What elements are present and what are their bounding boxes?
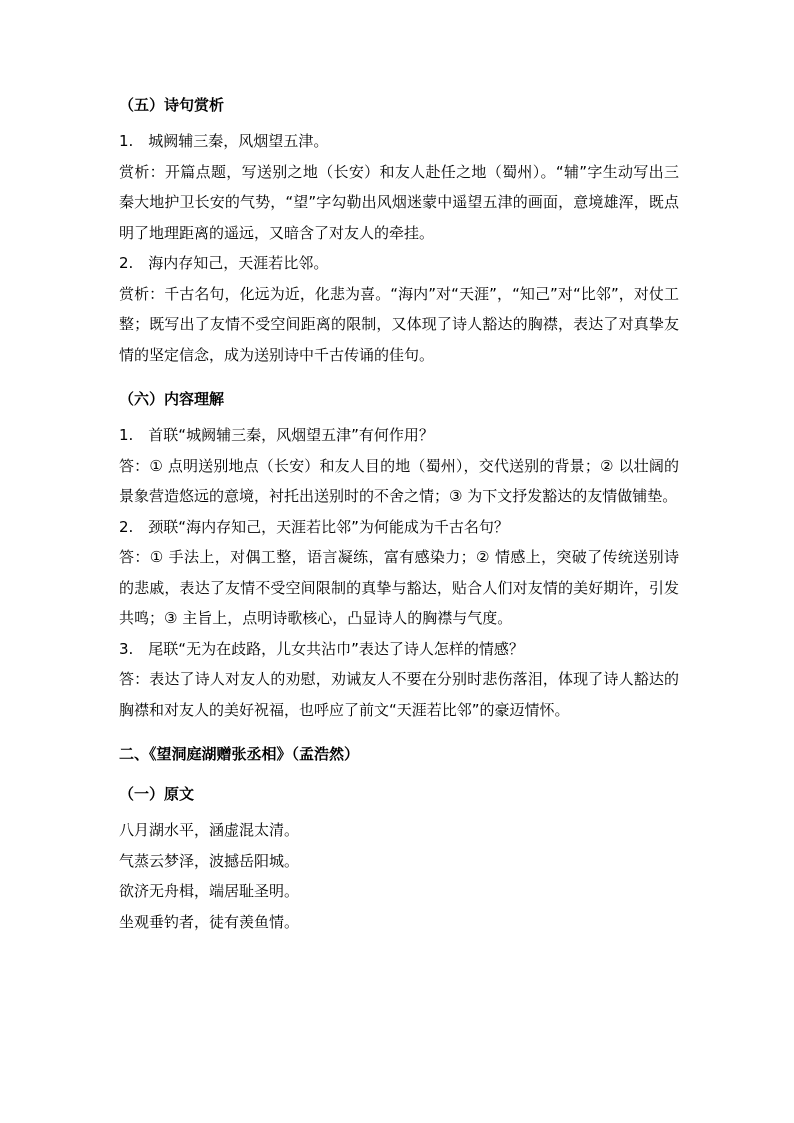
document-content: [119, 94, 679, 937]
section-heading-original-text: （一）原文: [119, 785, 195, 803]
section-heading-content-understanding: （六）内容理解: [119, 390, 225, 408]
answer-paragraph: 答：表达了诗人对友人的劝慰，劝诫友人不要在分别时悲伤落泪，体现了诗人豁达的胸襟和对友人的美好祝福，也呼应了前文“天涯若比邻”的豪迈情怀。: [119, 670, 679, 719]
answer-paragraph: 答：① 手法上，对偶工整，语言凝练，富有感染力；② 情感上，突破了传统送别诗的悲戚，表达了友情不受空间限制的真挚与豁达，贴合人们对友情的美好期许，引发共鸣；③ 主旨上，点明诗歌核心，凸显诗人的胸襟与气度。: [119, 548, 679, 627]
list-item: 1. 城阙辅三秦，风烟望五津。: [119, 132, 329, 150]
question-item: 3. 尾联“无为在歧路，儿女共沾巾”表达了诗人怎样的情感？: [119, 639, 524, 658]
list-item: 2. 海内存知己，天涯若比邻。: [119, 254, 329, 272]
section-heading-poem-appreciation: （五）诗句赏析: [119, 96, 225, 114]
poem-line: 八月湖水平，涵虚混太清。: [119, 821, 300, 839]
question-item: 2. 颈联“海内存知己，天涯若比邻”为何能成为千古名句？: [119, 517, 509, 536]
answer-paragraph: 答：① 点明送别地点（长安）和友人目的地（蜀州），交代送别的背景；② 以壮阔的景象营造悠远的意境，衬托出送别时的不舍之情；③ 为下文抒发豁达的友情做铺垫。: [119, 456, 679, 505]
poem-line: 欲济无舟楫，端居耻圣明。: [119, 882, 300, 900]
poem-line: 坐观垂钓者，徒有羡鱼情。: [119, 912, 300, 931]
poem-line: 气蒸云梦泽，波撼岳阳城。: [119, 851, 300, 870]
paragraph: 赏析：开篇点题，写送别之地（长安）和友人赴任之地（蜀州）。“辅”字生动写出三秦大地护卫长安的气势，“望”字勾勒出风烟迷蒙中遥望五津的画面，意境雄浑，既点明了地理距离的遥远，又暗含了对友人的牵挂。: [119, 162, 679, 242]
question-item: 1. 首联“城阙辅三秦，风烟望五津”有何作用？: [119, 426, 434, 444]
paragraph: 赏析：千古名句，化远为近，化悲为喜。“海内”对“天涯”，“知己”对“比邻”，对仗工整；既写出了友情不受空间距离的限制，又体现了诗人豁达的胸襟，表达了对真挚友情的坚定信念，成为送别诗中千古传诵的佳句。: [119, 284, 679, 364]
section-heading-poem-title: 二、《望洞庭湖赠张丞相》（孟浩然）: [119, 745, 360, 763]
